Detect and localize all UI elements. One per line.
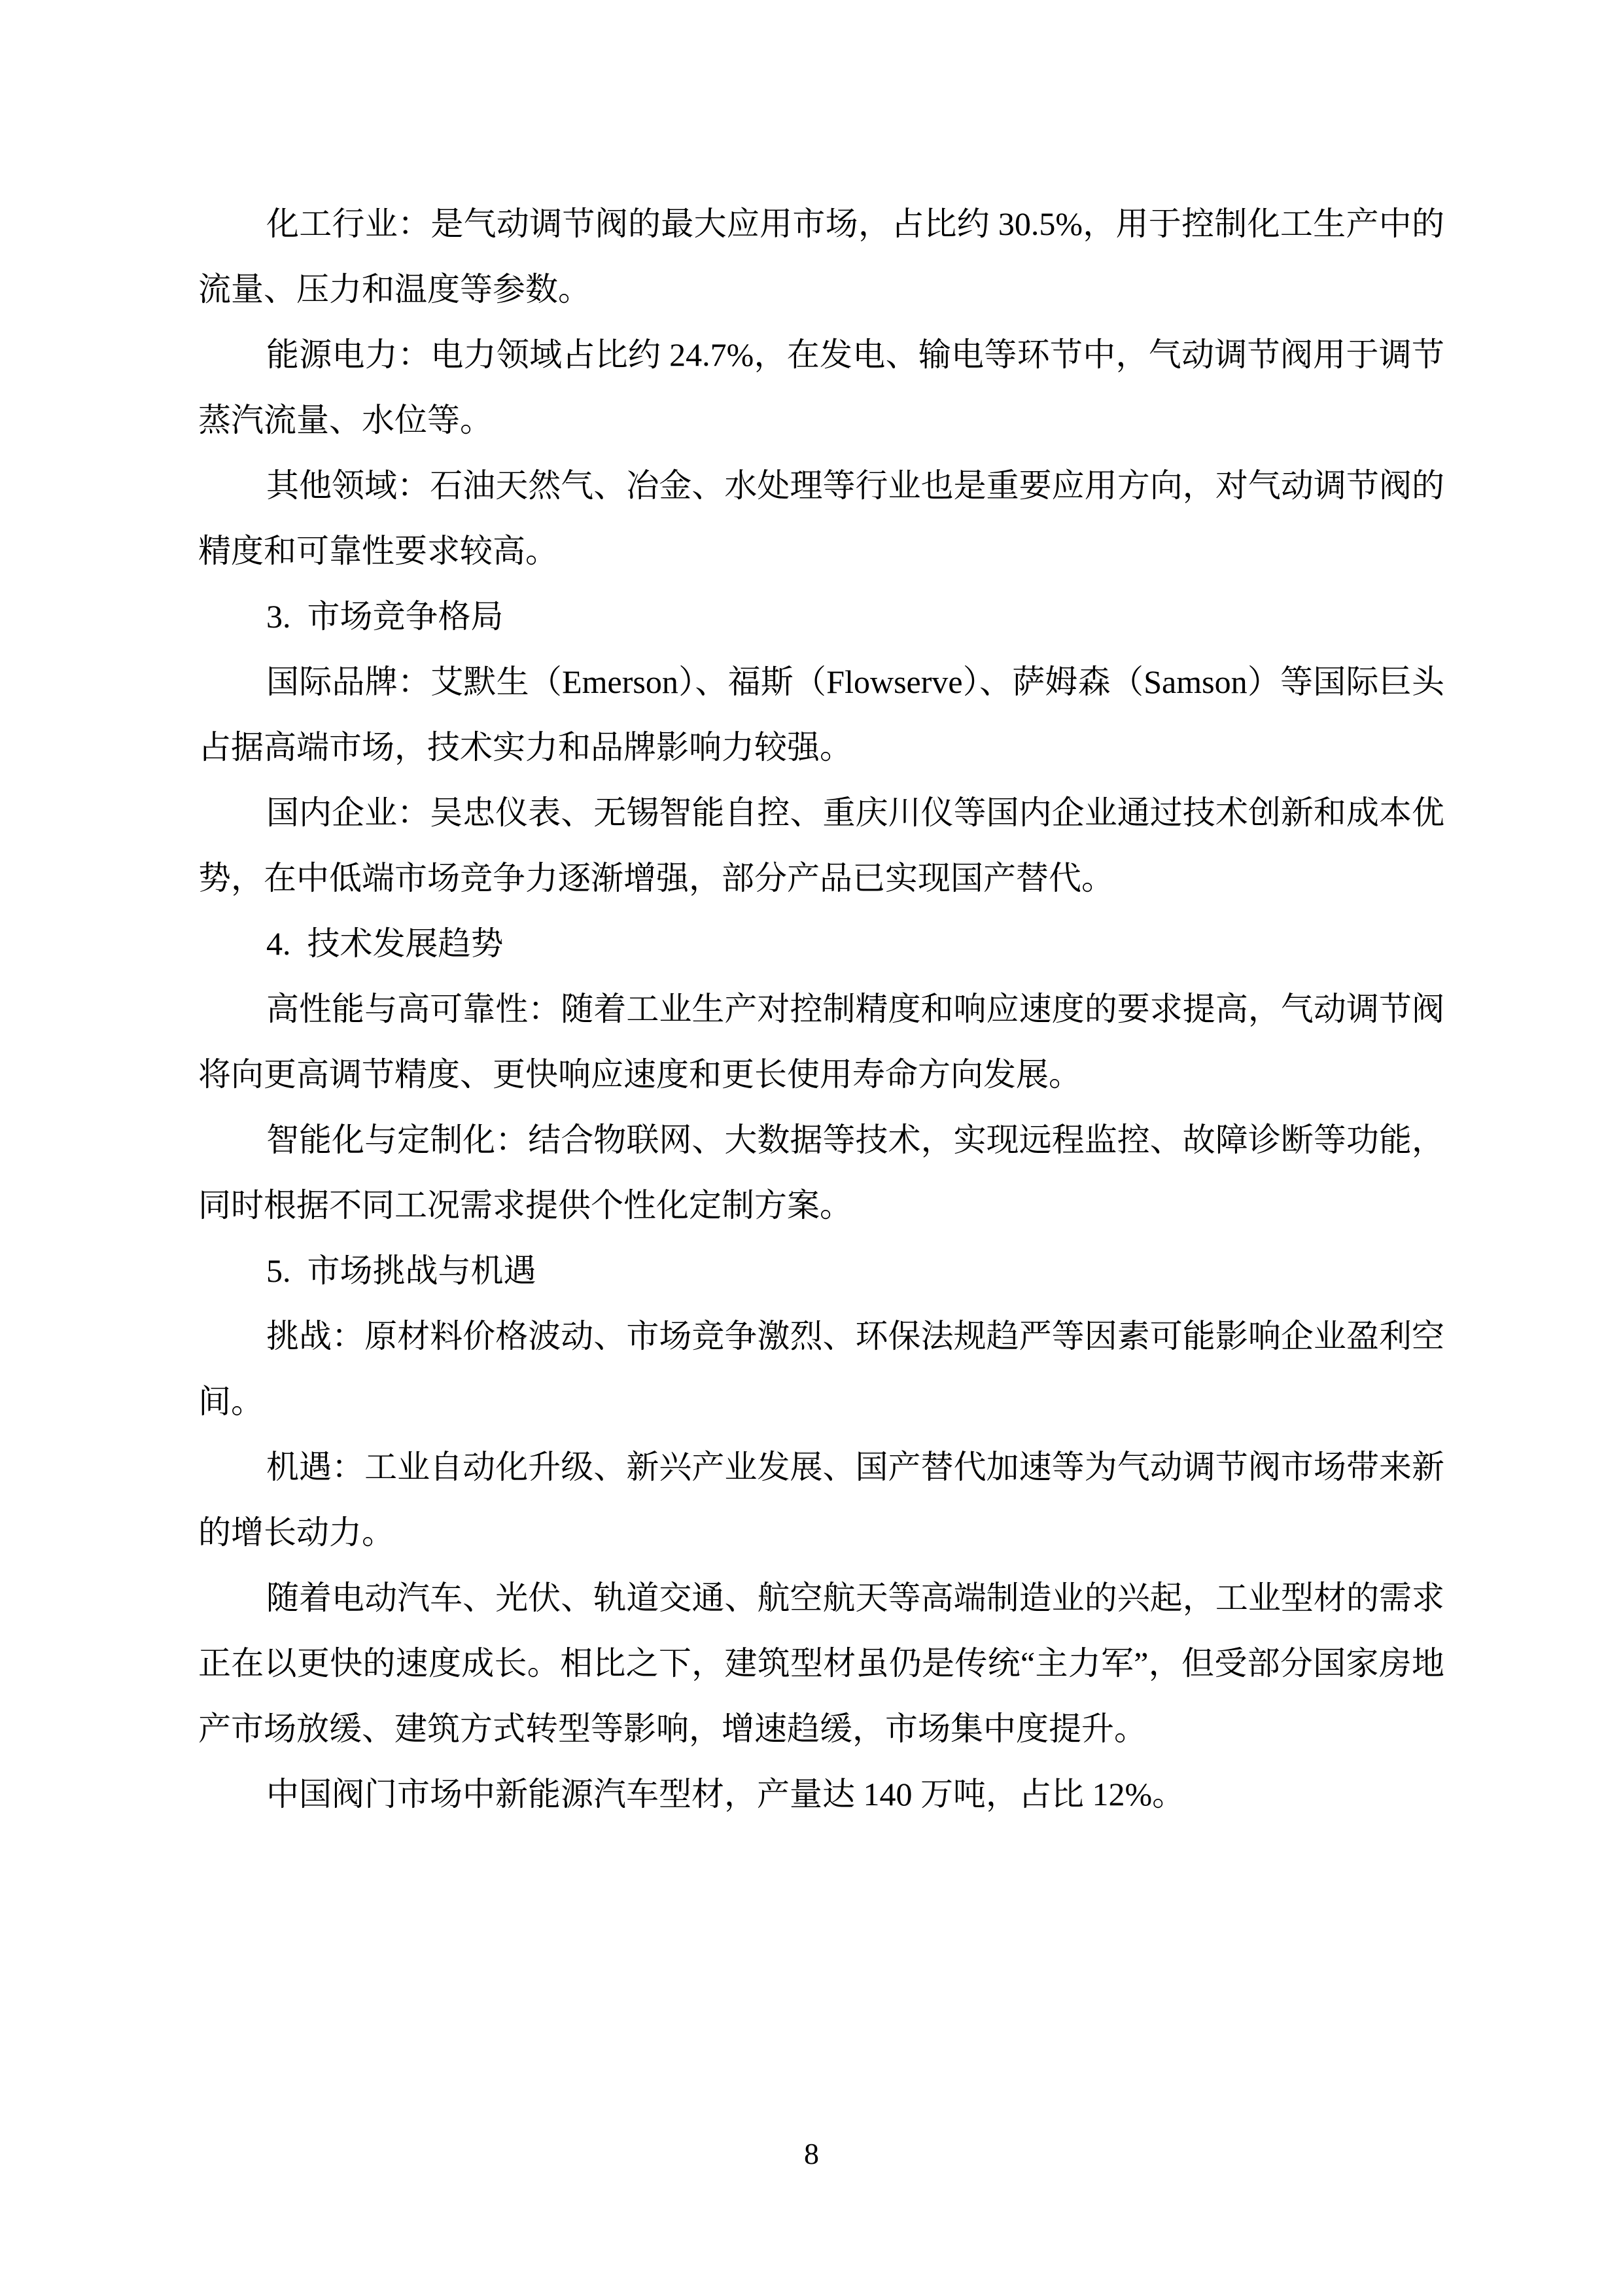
paragraph-energy-power: 能源电力：电力领域占比约 24.7%，在发电、输电等环节中，气动调节阀用于调节蒸汽流量、水位等。 xyxy=(198,336,1444,438)
paragraph-opportunities: 机遇：工业自动化升级、新兴产业发展、国产替代加速等为气动调节阀市场带来新的增长动力。 xyxy=(198,1449,1444,1551)
paragraph-smart-customization: 智能化与定制化：结合物联网、大数据等技术，实现远程监控、故障诊断等功能，同时根据不同工况需求提供个性化定制方案。 xyxy=(198,1122,1444,1224)
paragraph-international-brands: 国际品牌：艾默生（Emerson）、福斯（Flowserve）、萨姆森（Samson）等国际巨头占据高端市场，技术实力和品牌影响力较强。 xyxy=(198,663,1444,766)
paragraph-domestic-companies: 国内企业：吴忠仪表、无锡智能自控、重庆川仪等国内企业通过技术创新和成本优势，在中低端市场竞争力逐渐增强，部分产品已实现国产替代。 xyxy=(198,794,1444,896)
text-block xyxy=(198,191,1444,1827)
paragraph-chemical-industry: 化工行业：是气动调节阀的最大应用市场，占比约 30.5%，用于控制化工生产中的流量、压力和温度等参数。 xyxy=(198,205,1444,308)
heading-challenges-opportunities: 5. 市场挑战与机遇 xyxy=(266,1252,536,1289)
paragraph-challenges: 挑战：原材料价格波动、市场竞争激烈、环保法规趋严等因素可能影响企业盈利空间。 xyxy=(198,1318,1444,1420)
paragraph-industrial-profiles: 随着电动汽车、光伏、轨道交通、航空航天等高端制造业的兴起，工业型材的需求正在以更快的速度成长。相比之下，建筑型材虽仍是传统“主力军”，但受部分国家房地产市场放缓、建筑方式转型等影响，增速趋缓，市场集中度提升。 xyxy=(198,1580,1444,1747)
page-footer xyxy=(0,2134,1623,2174)
page-number: 8 xyxy=(804,2137,819,2170)
heading-market-competition: 3. 市场竞争格局 xyxy=(266,598,504,635)
paragraph-performance-reliability: 高性能与高可靠性：随着工业生产对控制精度和响应速度的要求提高，气动调节阀将向更高调节精度、更快响应速度和更长使用寿命方向发展。 xyxy=(198,991,1444,1093)
heading-technology-trends: 4. 技术发展趋势 xyxy=(266,925,504,962)
paragraph-valve-market-ev: 中国阀门市场中新能源汽车型材，产量达 140 万吨，占比 12%。 xyxy=(266,1776,1185,1812)
paragraph-other-fields: 其他领域：石油天然气、冶金、水处理等行业也是重要应用方向，对气动调节阀的精度和可靠性要求较高。 xyxy=(198,467,1444,569)
